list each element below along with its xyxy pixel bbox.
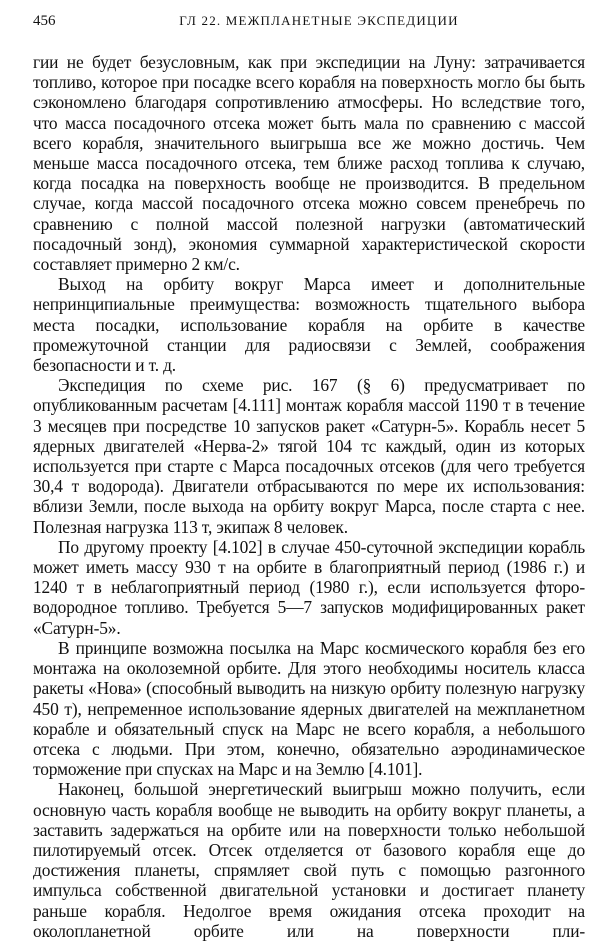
paragraph-direct-launch: В принципе возможна посылка на Марс космического корабля без его монтажа на околоземной орбите. Для этого необходимы носитель класса ракеты «Нова» (способный выводить на низкую орбиту полезную нагрузку 450 т), непременное использование ядерных двигателей на межпланетном корабле и обязательный спуск на Марс не всего корабля, а небольшого отсека с людьми. При этом, конечно, обязательно аэродинамическое торможение при спусках на Марс и на Землю [4.101]. <box>33 637 585 780</box>
paragraph-mars-orbit-advantages: Выход на орбиту вокруг Марса имеет и дополнительные непринципиальные преимущества: возможность тщательного выбора места посадки, использование корабля на орбите в качестве промежуточной станции для радиосвязи с Землей, соображения безопасности и т. д. <box>33 274 585 376</box>
paragraph-alternative-project: По другому проекту [4.102] в случае 450-суточной экспедиции корабль может иметь массу 930 т на орбите в благоприятный период (1986 г.) и 1240 т в неблагоприятный период (1980 г.), если используется фторо-водородное топливо. Требуется 5—7 запусков модифицированных ракет «Сатурн-5». <box>33 536 585 638</box>
page-number: 456 <box>33 13 56 29</box>
running-title: ГЛ 22. МЕЖПЛАНЕТНЫЕ ЭКСПЕДИЦИИ <box>179 13 459 28</box>
paragraph-continued: гии не будет безусловным, как при экспедиции на Луну: затрачивается топливо, которое при посадке всего корабля на поверхность могло бы быть сэкономлено благодаря сопротивлению атмосферы. Но вследствие того, что масса посадочного отсека может быть мала по сравнению с массой всего корабля, значительного выигрыша все же можно достичь. Чем меньше масса посадочного отсека, тем ближе расход топлива к случаю, когда посадка на поверхность вообще не производится. В предельном случае, когда массой посадочного отсека можно совсем пренебречь по сравнению с полной массой полезной нагрузки (автоматический посадочный зонд), экономия суммарной характеристической скорости составляет примерно 2 км/с. <box>33 52 585 275</box>
paragraph-expedition-scheme: Экспедиция по схеме рис. 167 (§ 6) предусматривает по опубликованным расчетам [4.111] монтаж корабля массой 1190 т в течение 3 месяцев при посредстве 10 запусков ракет «Сатурн-5». Корабль несет 5 ядерных двигателей «Нерва-2» тягой 104 тс каждый, один из которых используется при старте с Марса посадочных отсеков (для чего требуется 30,4 т водорода). Двигатели отбрасываются по мере их использования: вблизи Земли, после выхода на орбиту вокруг Марса, после старта с нее. Полезная нагрузка 113 т, экипаж 8 человек. <box>33 375 585 537</box>
page-header <box>33 10 585 32</box>
page-body <box>33 52 585 941</box>
paragraph-energy-gain: Наконец, большой энергетический выигрыш можно получить, если основную часть корабля вообще не выводить на орбиту вокруг планеты, а заставить задержаться на орбите или на поверхности только небольшой пилотируемый отсек. Отсек отделяется от базового корабля еще до достижения планеты, спрямляет свой путь с помощью разгонного импульса собственной двигательной установки и достигает планету раньше корабля. Недолгое время ожидания отсека проходит на околопланетной орбите или на поверхности пли- <box>33 779 585 941</box>
